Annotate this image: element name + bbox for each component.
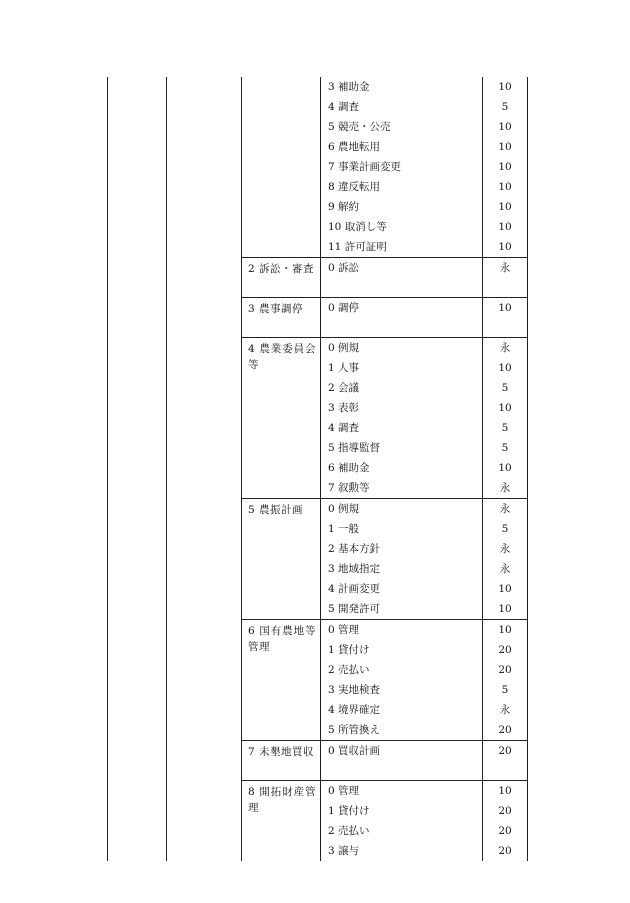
retention-period: 20 <box>498 825 512 837</box>
retention-period: 10 <box>498 362 512 374</box>
category-label: 4 農業委員会等 <box>248 343 316 371</box>
item-cell <box>321 378 483 398</box>
retention-period-cell <box>483 579 528 599</box>
retention-period-cell <box>483 781 528 802</box>
retention-period: 10 <box>498 121 512 133</box>
retention-period-cell <box>483 519 528 539</box>
retention-period: 10 <box>498 201 512 213</box>
item-label: 2 売払い <box>328 664 370 676</box>
retention-period-cell <box>483 258 528 298</box>
retention-schedule-table <box>107 77 528 861</box>
retention-period-cell <box>483 700 528 720</box>
item-label: 4 調査 <box>328 101 360 113</box>
item-label: 5 競売・公売 <box>328 121 391 133</box>
retention-period: 5 <box>501 101 509 113</box>
item-cell <box>321 640 483 660</box>
retention-period-cell <box>483 458 528 478</box>
retention-period: 10 <box>498 181 512 193</box>
retention-period: 永 <box>499 503 511 515</box>
empty-column-1 <box>108 77 167 861</box>
retention-period-cell <box>483 559 528 579</box>
item-cell <box>321 258 483 298</box>
category-label: 5 農振計画 <box>248 504 304 516</box>
category-label <box>242 77 320 80</box>
category-label: 2 訴訟・審査 <box>248 263 315 275</box>
item-label: 8 違反転用 <box>328 181 381 193</box>
item-cell <box>321 478 483 499</box>
category-cell <box>242 499 321 620</box>
item-cell <box>321 77 483 97</box>
retention-period: 20 <box>498 745 512 757</box>
table-row <box>108 77 528 97</box>
retention-period-cell <box>483 217 528 237</box>
item-cell <box>321 660 483 680</box>
retention-period-cell <box>483 499 528 520</box>
item-cell <box>321 197 483 217</box>
category-cell <box>242 77 321 258</box>
retention-period-cell <box>483 157 528 177</box>
item-cell <box>321 741 483 781</box>
item-cell <box>321 137 483 157</box>
retention-period-cell <box>483 478 528 499</box>
item-cell <box>321 841 483 861</box>
item-cell <box>321 398 483 418</box>
retention-period: 10 <box>498 81 512 93</box>
retention-period-cell <box>483 418 528 438</box>
item-cell <box>321 620 483 641</box>
retention-period-cell <box>483 77 528 97</box>
item-label: 4 計画変更 <box>328 583 381 595</box>
item-label: 0 例規 <box>328 503 360 515</box>
item-label: 6 補助金 <box>328 462 370 474</box>
item-label: 0 買収計画 <box>328 745 381 757</box>
retention-period-cell <box>483 599 528 620</box>
retention-period: 永 <box>499 482 511 494</box>
item-cell <box>321 358 483 378</box>
retention-period: 20 <box>498 845 512 857</box>
item-cell <box>321 458 483 478</box>
retention-period-cell <box>483 177 528 197</box>
item-label: 7 事業計画変更 <box>328 161 402 173</box>
item-cell <box>321 539 483 559</box>
item-cell <box>321 237 483 258</box>
item-label: 1 貸付け <box>328 644 370 656</box>
retention-period-cell <box>483 358 528 378</box>
retention-period: 永 <box>499 342 511 354</box>
retention-period-cell <box>483 197 528 217</box>
item-cell <box>321 821 483 841</box>
retention-period: 10 <box>498 785 512 797</box>
item-cell <box>321 499 483 520</box>
item-label: 6 農地転用 <box>328 141 381 153</box>
retention-period: 5 <box>501 382 509 394</box>
retention-period: 5 <box>501 442 509 454</box>
retention-period-cell <box>483 801 528 821</box>
item-label: 0 管理 <box>328 624 360 636</box>
category-cell <box>242 741 321 781</box>
retention-period: 20 <box>498 644 512 656</box>
table-body <box>108 77 528 861</box>
item-label: 0 管理 <box>328 785 360 797</box>
item-cell <box>321 418 483 438</box>
retention-period: 10 <box>498 302 512 314</box>
item-cell <box>321 519 483 539</box>
retention-period-cell <box>483 720 528 741</box>
item-label: 1 一般 <box>328 523 360 535</box>
item-label: 1 人事 <box>328 362 360 374</box>
category-cell <box>242 258 321 298</box>
item-cell <box>321 720 483 741</box>
retention-period-cell <box>483 620 528 641</box>
item-label: 3 譲与 <box>328 845 360 857</box>
retention-period-cell <box>483 137 528 157</box>
retention-period-cell <box>483 821 528 841</box>
retention-period: 10 <box>498 402 512 414</box>
retention-period: 永 <box>499 563 511 575</box>
item-cell <box>321 338 483 359</box>
item-cell <box>321 801 483 821</box>
retention-period: 10 <box>498 583 512 595</box>
category-label: 8 開拓財産管理 <box>248 786 316 814</box>
item-cell <box>321 117 483 137</box>
retention-period-cell <box>483 438 528 458</box>
category-cell <box>242 620 321 741</box>
retention-period: 20 <box>498 664 512 676</box>
retention-period: 10 <box>498 141 512 153</box>
retention-period-cell <box>483 398 528 418</box>
retention-period: 10 <box>498 624 512 636</box>
item-cell <box>321 559 483 579</box>
item-label: 2 売払い <box>328 825 370 837</box>
retention-period-cell <box>483 117 528 137</box>
item-label: 3 実地検査 <box>328 684 381 696</box>
item-label: 3 地域指定 <box>328 563 381 575</box>
item-label: 0 訴訟 <box>328 262 360 274</box>
item-cell <box>321 700 483 720</box>
retention-period-cell <box>483 841 528 861</box>
empty-column-2 <box>167 77 242 861</box>
retention-period: 20 <box>498 805 512 817</box>
item-label: 1 貸付け <box>328 805 370 817</box>
retention-period: 永 <box>499 543 511 555</box>
retention-period: 10 <box>498 603 512 615</box>
item-label: 5 開発許可 <box>328 603 381 615</box>
category-cell <box>242 338 321 499</box>
retention-period: 永 <box>499 262 511 274</box>
item-cell <box>321 217 483 237</box>
item-cell <box>321 298 483 338</box>
category-label: 6 国有農地等管理 <box>248 625 316 653</box>
item-label: 3 補助金 <box>328 81 370 93</box>
item-label: 2 会議 <box>328 382 360 394</box>
item-label: 4 調査 <box>328 422 360 434</box>
category-label: 7 未墾地買収 <box>248 746 315 758</box>
retention-period: 10 <box>498 241 512 253</box>
item-label: 2 基本方針 <box>328 543 381 555</box>
retention-period-cell <box>483 539 528 559</box>
retention-period-cell <box>483 237 528 258</box>
category-cell <box>242 298 321 338</box>
retention-period-cell <box>483 640 528 660</box>
retention-period: 10 <box>498 161 512 173</box>
item-label: 0 例規 <box>328 342 360 354</box>
item-label: 9 解約 <box>328 201 360 213</box>
retention-period: 5 <box>501 422 509 434</box>
item-label: 5 指導監督 <box>328 442 381 454</box>
retention-period-cell <box>483 741 528 781</box>
item-cell <box>321 599 483 620</box>
retention-period-cell <box>483 338 528 359</box>
item-label: 3 表彰 <box>328 402 360 414</box>
item-cell <box>321 177 483 197</box>
retention-period: 永 <box>499 704 511 716</box>
retention-period: 10 <box>498 462 512 474</box>
item-label: 0 調停 <box>328 302 360 314</box>
item-cell <box>321 680 483 700</box>
item-label: 5 所管換え <box>328 724 381 736</box>
item-cell <box>321 438 483 458</box>
retention-period-cell <box>483 660 528 680</box>
retention-period: 20 <box>498 724 512 736</box>
item-label: 10 取消し等 <box>328 221 387 233</box>
item-cell <box>321 157 483 177</box>
category-label: 3 農事調停 <box>248 303 304 315</box>
item-cell <box>321 781 483 802</box>
item-label: 4 境界確定 <box>328 704 381 716</box>
retention-period-cell <box>483 97 528 117</box>
category-cell <box>242 781 321 862</box>
item-cell <box>321 97 483 117</box>
item-cell <box>321 579 483 599</box>
retention-period: 5 <box>501 523 509 535</box>
retention-period-cell <box>483 378 528 398</box>
item-label: 11 許可証明 <box>328 241 387 253</box>
retention-period-cell <box>483 298 528 338</box>
item-label: 7 叙勲等 <box>328 482 370 494</box>
retention-period: 5 <box>501 684 509 696</box>
retention-period-cell <box>483 680 528 700</box>
retention-period: 10 <box>498 221 512 233</box>
